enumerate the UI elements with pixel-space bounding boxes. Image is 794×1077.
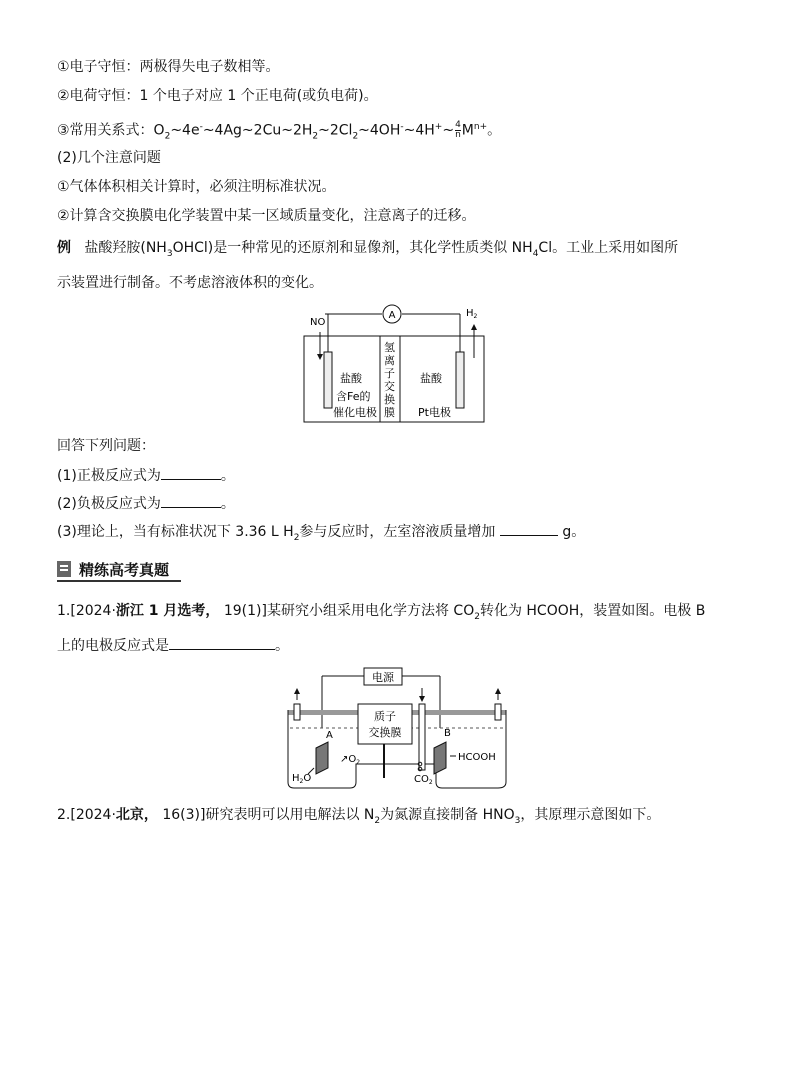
- svg-text:含Fe的: 含Fe的: [336, 390, 371, 403]
- problem-2-line-1: 2.[2024·北京， 16(3)]研究表明可以用电解法以 $N_2$为氮源直接制备 $HNO_3$，其原理示意图如下。: [57, 807, 661, 826]
- answer-blank-1[interactable]: [161, 465, 221, 480]
- svg-text:CO2: $CO_2$: [414, 774, 433, 786]
- note-ion-migration: ②计算含交换膜电化学装置中某一区域质量变化，注意离子的迁移。: [57, 208, 476, 224]
- svg-text:A: A: [326, 730, 333, 741]
- questions-intro: 回答下列问题：: [57, 438, 155, 454]
- svg-text:Pt电极: Pt电极: [418, 406, 451, 419]
- document-icon: [57, 561, 71, 577]
- svg-text:H2O: $H_2O$: [292, 773, 312, 785]
- svg-text:子: 子: [384, 367, 395, 380]
- rule-relations: ③常用关系式：$O_2\sim 4e^-\sim 4Ag\sim 2Cu\sim 2H_2\sim 2Cl_2\sim 4OH^-\sim 4H^+\sim$ $\frac{4}{n}$ $M^{n+}$。: [57, 120, 502, 142]
- answer-blank-4[interactable]: [169, 635, 275, 650]
- svg-text:换: 换: [384, 393, 395, 406]
- answer-blank-3[interactable]: [500, 521, 558, 536]
- note-gas-volume: ①气体体积相关计算时，必须注明标准状况。: [57, 179, 336, 195]
- svg-text:交换膜: 交换膜: [368, 726, 402, 739]
- electrode-a: [316, 742, 328, 774]
- svg-text:盐酸: 盐酸: [340, 372, 362, 385]
- co2-reduction-cell-figure: [284, 664, 510, 790]
- rule-charge-conservation: ②电荷守恒：1 个电子对应 1 个正电荷(或负电荷)。: [57, 88, 378, 104]
- example-line-2: 示装置进行制备。不考虑溶液体积的变化。: [57, 275, 323, 291]
- svg-text:电源: 电源: [372, 671, 394, 684]
- svg-text:膜: 膜: [384, 406, 395, 419]
- svg-text:↗O2: $↗O_2$: [340, 754, 361, 766]
- notes-heading: (2)几个注意问题: [57, 150, 161, 166]
- problem-1-line-2: 上的电极反应式是 。: [57, 635, 289, 656]
- svg-text:盐酸: 盐酸: [420, 372, 442, 385]
- left-electrode: [324, 352, 332, 408]
- question-1: (1)正极反应式为 。: [57, 465, 235, 486]
- section-header: 精练高考真题: [57, 558, 181, 582]
- right-electrode: [456, 352, 464, 408]
- svg-text:氢: 氢: [384, 341, 395, 354]
- question-3: (3)理论上，当有标准状况下 3.36 L $H_2$参与反应时，左室溶液质量增加 g。: [57, 521, 585, 548]
- svg-text:质子: 质子: [374, 710, 396, 723]
- svg-text:交: 交: [384, 380, 395, 393]
- no-gas-label: NO: [310, 317, 326, 328]
- answer-blank-2[interactable]: [161, 493, 221, 508]
- svg-text:HCOOH: HCOOH: [458, 752, 496, 763]
- svg-text:催化电极: 催化电极: [333, 406, 377, 419]
- question-2: (2)负极反应式为 。: [57, 493, 235, 514]
- ammeter-label: A: [388, 310, 396, 321]
- electrolysis-cell-figure: [300, 302, 490, 426]
- membrane-label: [384, 340, 395, 419]
- rule-electron-conservation: ①电子守恒：两极得失电子数相等。: [57, 59, 280, 75]
- svg-text:B: B: [444, 728, 451, 739]
- electrode-b: [434, 742, 446, 774]
- example-label: 例: [57, 240, 71, 256]
- problem-1-line-1: 1.[2024·浙江 1 月选考， 19(1)]某研究小组采用电化学方法将 $CO_2$转化为 HCOOH，装置如图。电极 B: [57, 603, 706, 622]
- svg-text:离: 离: [384, 354, 395, 367]
- fraction: $\frac{4}{n}$: [455, 120, 461, 141]
- h2-gas-label: $H_2$: [466, 308, 478, 320]
- example-line-1: 例 盐酸羟胺$(NH_3OHCl)$是一种常见的还原剂和显像剂，其化学性质类似 $NH_4Cl$。工业上采用如图所: [57, 240, 679, 259]
